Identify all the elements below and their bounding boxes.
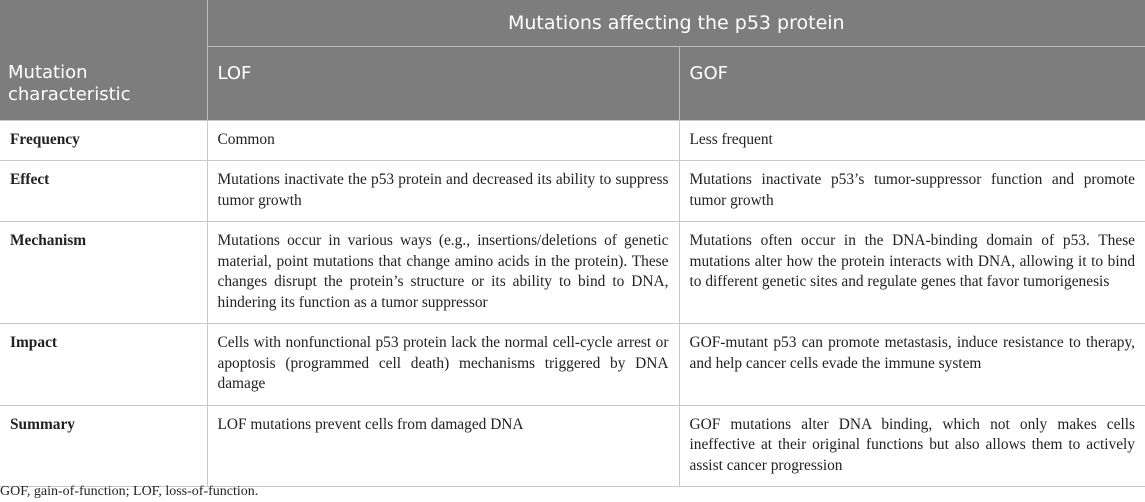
cell-lof-frequency: Common bbox=[207, 120, 679, 161]
table-row bbox=[0, 120, 1145, 161]
table-header bbox=[0, 0, 1145, 120]
table-footnote: GOF, gain-of-function; LOF, loss-of-function. bbox=[0, 484, 259, 499]
cell-gof-effect: Mutations inactivate p53’s tumor-suppressor function and promote tumor growth bbox=[679, 161, 1145, 222]
column-header-characteristic: Mutation characteristic bbox=[0, 46, 207, 120]
cell-gof-mechanism: Mutations often occur in the DNA-binding domain of p53. These mutations alter how the protein interacts with DNA, allowing it to bind to different genetic sites and regulate genes that favor tumorigenesis bbox=[679, 222, 1145, 324]
cell-gof-summary: GOF mutations alter DNA binding, which not only makes cells ineffective at their original functions but also allows them to actively assist cancer progression bbox=[679, 405, 1145, 487]
header-row-group bbox=[0, 0, 1145, 46]
table-row bbox=[0, 161, 1145, 222]
cell-lof-effect: Mutations inactivate the p53 protein and decreased its ability to suppress tumor growth bbox=[207, 161, 679, 222]
column-header-gof: GOF bbox=[679, 46, 1145, 120]
row-label-mechanism: Mechanism bbox=[0, 222, 207, 324]
table-row bbox=[0, 222, 1145, 324]
cell-lof-summary: LOF mutations prevent cells from damaged DNA bbox=[207, 405, 679, 487]
table-row bbox=[0, 324, 1145, 406]
row-label-effect: Effect bbox=[0, 161, 207, 222]
cell-gof-impact: GOF-mutant p53 can promote metastasis, induce resistance to therapy, and help cancer cells evade the immune system bbox=[679, 324, 1145, 406]
cell-lof-impact: Cells with nonfunctional p53 protein lack the normal cell-cycle arrest or apoptosis (programmed cell death) mechanisms triggered by DNA damage bbox=[207, 324, 679, 406]
row-label-impact: Impact bbox=[0, 324, 207, 406]
header-row-columns bbox=[0, 46, 1145, 120]
row-label-frequency: Frequency bbox=[0, 120, 207, 161]
cell-lof-mechanism: Mutations occur in various ways (e.g., insertions/deletions of genetic material, point mutations that change amino acids in the protein). These changes disrupt the protein’s structure or its ability to bind to DNA, hindering its function as a tumor suppressor bbox=[207, 222, 679, 324]
column-header-lof: LOF bbox=[207, 46, 679, 120]
header-corner-cell bbox=[0, 0, 207, 46]
table-row bbox=[0, 405, 1145, 487]
table-body bbox=[0, 120, 1145, 487]
group-header: Mutations affecting the p53 protein bbox=[207, 0, 1145, 46]
row-label-summary: Summary bbox=[0, 405, 207, 487]
cell-gof-frequency: Less frequent bbox=[679, 120, 1145, 161]
